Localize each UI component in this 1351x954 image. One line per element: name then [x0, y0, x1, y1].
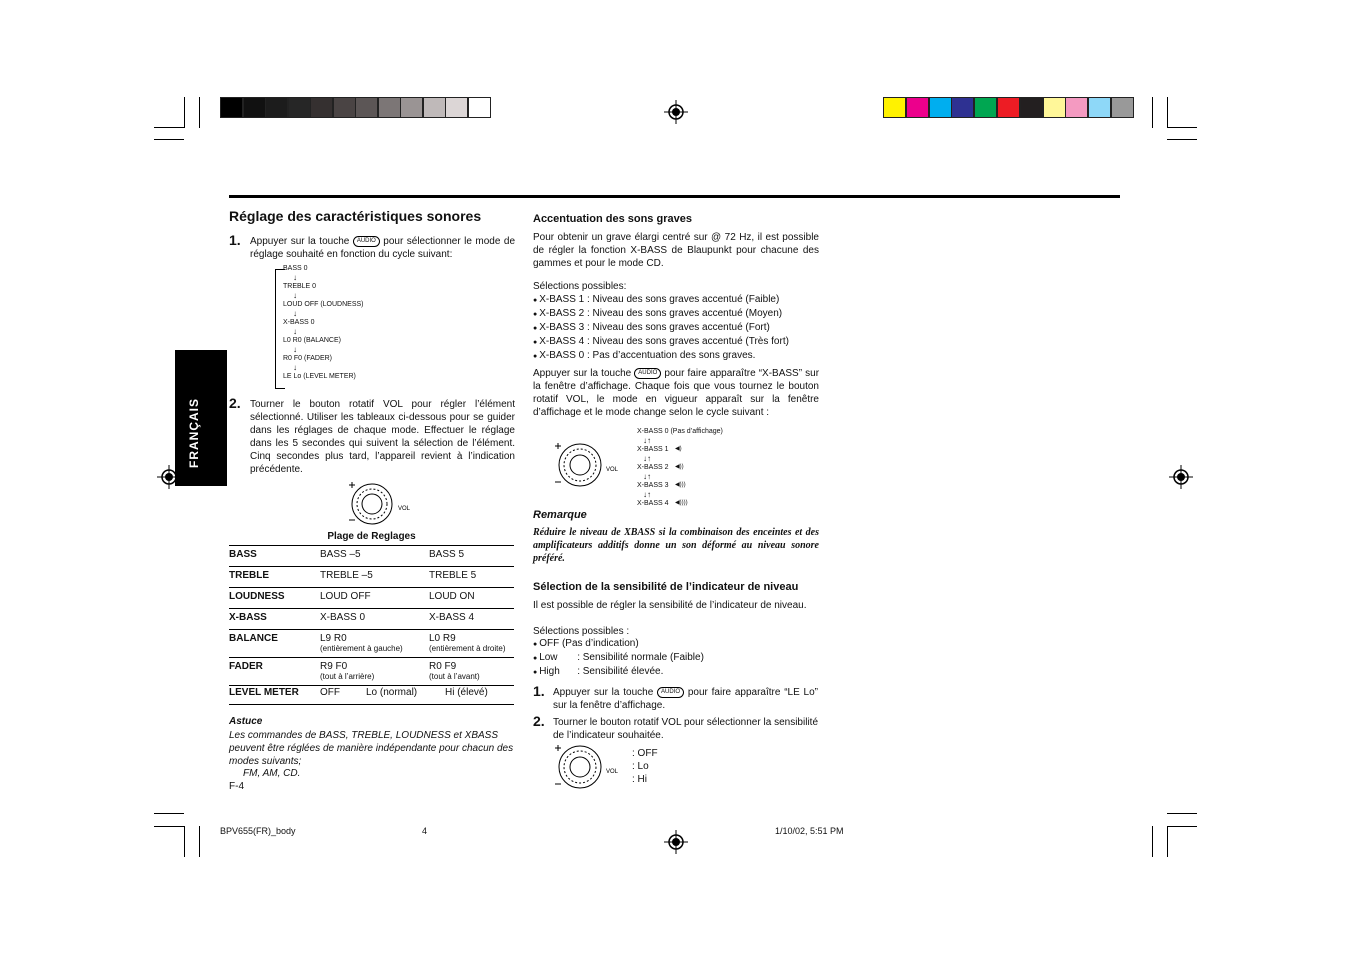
color-swatch [974, 97, 997, 118]
color-swatch [1043, 97, 1066, 118]
list-item [533, 665, 823, 679]
list-item-text: X-BASS 3 : Niveau des sons graves accentué (Fort) [539, 322, 770, 333]
level-step-1-text [553, 686, 818, 712]
speaker-icon: ◀))) [675, 482, 686, 488]
gray-swatch [400, 97, 423, 118]
arrow-down-icon: ↓ [293, 309, 297, 318]
level-options-list [533, 637, 823, 679]
table-row [229, 630, 514, 658]
row-min-value: TREBLE –5 [320, 570, 373, 581]
gray-swatch [310, 97, 333, 118]
table-row [229, 609, 514, 630]
crop-mark [1152, 826, 1153, 857]
crop-mark [154, 127, 184, 128]
crop-mark [1167, 139, 1197, 140]
row-max-value: R0 F9 [429, 661, 457, 672]
list-item-text: : Sensibilité normale (Faible) [577, 652, 704, 663]
registration-target-icon [664, 100, 688, 124]
list-item [533, 321, 823, 335]
row-min [320, 630, 429, 658]
footer-date: 1/10/02, 5:51 PM [775, 826, 844, 836]
bullet-icon: ● [533, 311, 540, 318]
xbass-intro: Pour obtenir un grave élargi centré sur @ 72 Hz, il est possible de régler la fonction X-BASS de Blaupunkt pour chacune des gammes et pour le mode CD. [533, 232, 819, 269]
cycle-item [283, 300, 364, 309]
row-min-note: (tout à l’arrière) [320, 672, 375, 681]
options-title: Sélections possibles : [533, 626, 630, 637]
list-item [533, 307, 823, 321]
remark-title: Remarque [533, 509, 587, 521]
list-item-text: : Sensibilité élevée. [577, 666, 664, 677]
list-item [533, 335, 823, 349]
cycle-item [637, 427, 723, 436]
crop-mark [154, 813, 184, 814]
row-label: LOUDNESS [229, 588, 320, 609]
audio-button-icon: AUDIO [634, 368, 661, 379]
table-bottom-rule [229, 704, 514, 705]
row-label: X-BASS [229, 609, 320, 630]
step-1-text [250, 235, 515, 261]
mode-cycle-diagram [283, 264, 364, 381]
vol-knob-icon [554, 440, 624, 490]
gray-swatch [378, 97, 401, 118]
speaker-icon: ◀)))) [675, 500, 688, 506]
table-row [229, 546, 514, 567]
level-value: : Hi [632, 774, 647, 785]
cycle-item-label: X-BASS 0 (Pas d’affichage) [637, 428, 723, 435]
list-item [533, 293, 823, 307]
bullet-icon: ● [533, 655, 540, 662]
row-min [320, 588, 429, 609]
crop-mark [1167, 813, 1197, 814]
row-min-value: X-BASS 0 [320, 612, 366, 623]
color-swatch [997, 97, 1020, 118]
cycle-item [637, 499, 723, 508]
arrow-up-down-icon: ↓↑ [643, 490, 651, 499]
color-swatch [1065, 97, 1088, 118]
row-label: TREBLE [229, 567, 320, 588]
row-label: FADER [229, 658, 320, 686]
arrow-up-down-icon: ↓↑ [643, 436, 651, 445]
list-item-key: OFF (Pas d’indication) [539, 638, 639, 649]
cycle-item [283, 318, 364, 327]
row-min [320, 609, 429, 630]
crop-mark [199, 97, 200, 128]
row-min-value: LOUD OFF [320, 591, 371, 602]
row-max-value: LOUD ON [429, 591, 475, 602]
gray-swatch [288, 97, 311, 118]
bullet-icon: ● [533, 339, 540, 346]
language-tab [175, 350, 227, 486]
cycle-item-label: LE Lo (LEVEL METER) [283, 373, 356, 380]
bullet-icon: ● [533, 297, 540, 304]
cycle-item-label: L0 R0 (BALANCE) [283, 337, 341, 344]
gray-swatch [355, 97, 378, 118]
table-row [229, 588, 514, 609]
row-max [429, 658, 514, 686]
cycle-item-label: R0 F0 (FADER) [283, 355, 333, 362]
crop-mark [154, 826, 184, 827]
page-number: F-4 [229, 781, 244, 792]
cycle-item-label: X-BASS 3 [637, 482, 669, 489]
row-max [429, 630, 514, 658]
level-step-1-after: pour faire apparaître “LE Lo” sur la fenêtre d’affichage. [553, 687, 819, 711]
section-title: Réglage des caractéristiques sonores [229, 208, 482, 224]
arrow-up-down-icon: ↓↑ [643, 472, 651, 481]
row-max [429, 588, 514, 609]
color-swatch [1088, 97, 1111, 118]
step-1-text-after: pour sélectionner le mode de réglage souhaité en fonction du cycle suivant: [250, 236, 516, 260]
vol-label: VOL [606, 769, 619, 775]
arrow-down-icon: ↓ [293, 291, 297, 300]
crop-mark [199, 826, 200, 857]
range-table [229, 546, 514, 686]
registration-target-icon [664, 830, 688, 854]
footer-file: BPV655(FR)_body [220, 826, 296, 836]
crop-mark [184, 826, 185, 857]
gray-swatch [243, 97, 266, 118]
cycle-item [283, 372, 364, 381]
level-meter-off: OFF [320, 687, 340, 698]
row-min-value: L9 R0 [320, 633, 347, 644]
table-title: Plage de Reglages [327, 531, 416, 542]
crop-mark [1167, 826, 1168, 857]
cycle-item [637, 481, 723, 490]
row-min [320, 567, 429, 588]
list-item-text: X-BASS 2 : Niveau des sons graves accentué (Moyen) [539, 308, 783, 319]
remark-text: Réduire le niveau de XBASS si la combinaison des enceintes et des amplificateurs additifs donne un son déformé au niveau sonore préféré. [533, 527, 819, 564]
row-max-value: L0 R9 [429, 633, 456, 644]
step-number: 1. [229, 232, 241, 248]
vol-label: VOL [398, 506, 411, 512]
row-min-value: BASS –5 [320, 549, 361, 560]
row-max-value: X-BASS 4 [429, 612, 475, 623]
list-item-key: Low [539, 652, 558, 663]
arrow-down-icon: ↓ [293, 363, 297, 372]
arrow-up-down-icon: ↓↑ [643, 454, 651, 463]
cycle-item [283, 282, 364, 291]
section-title: Sélection de la sensibilité de l’indicateur de niveau [533, 581, 799, 593]
cycle-item-label: LOUD OFF (LOUDNESS) [283, 301, 364, 308]
list-item-text: X-BASS 1 : Niveau des sons graves accentué (Faible) [539, 294, 780, 305]
level-values-list [632, 747, 658, 786]
row-min-value: R9 F0 [320, 661, 348, 672]
tip-modes: FM, AM, CD. [243, 768, 301, 779]
level-value: : OFF [632, 748, 658, 759]
gray-swatch [445, 97, 468, 118]
speaker-icon: ◀)) [675, 464, 684, 470]
audio-button-icon: AUDIO [657, 687, 684, 698]
xbass-instruction-after: pour faire apparaître “X-BASS” sur la fenêtre d’affichage. Chaque fois que vous tournez le bouton rotatif VOL, le mode en vigueur apparaît sur la fenêtre d’affichage et le mode change selon le cycle suivant : [533, 368, 820, 418]
arrow-down-icon: ↓ [293, 273, 297, 282]
level-meter-lo: Lo (normal) [366, 687, 418, 698]
xbass-instruction [533, 367, 819, 419]
xbass-instruction-before: Appuyer sur la touche [533, 368, 632, 379]
row-max-note: (entièrement à droite) [429, 644, 506, 653]
row-max [429, 609, 514, 630]
speaker-icon: ◀) [675, 446, 682, 452]
cycle-item [283, 336, 364, 345]
cycle-item [637, 463, 723, 472]
gray-swatch [468, 97, 491, 118]
list-item-key: High [539, 666, 560, 677]
vol-label: VOL [606, 467, 619, 473]
list-item-text: X-BASS 4 : Niveau des sons graves accentué (Très fort) [539, 336, 789, 347]
step-1-text-before: Appuyer sur la touche [250, 236, 350, 247]
row-min [320, 546, 429, 567]
cycle-item [283, 264, 364, 273]
arrow-down-icon: ↓ [293, 345, 297, 354]
crop-mark [1167, 826, 1197, 827]
level-meter-label: LEVEL METER [229, 687, 299, 698]
color-swatch [929, 97, 952, 118]
step-number: 2. [229, 395, 241, 411]
vol-knob-icon [346, 480, 416, 526]
row-min-note: (entièrement à gauche) [320, 644, 403, 653]
gray-swatch [333, 97, 356, 118]
row-max [429, 546, 514, 567]
color-swatch [906, 97, 929, 118]
row-min [320, 658, 429, 686]
bullet-icon: ● [533, 353, 540, 360]
header-rule [229, 195, 1120, 198]
level-value: : Lo [632, 761, 649, 772]
xbass-cycle-diagram [637, 427, 723, 508]
table-row [229, 658, 514, 686]
color-swatch [951, 97, 974, 118]
row-label: BASS [229, 546, 320, 567]
section-title: Accentuation des sons graves [533, 213, 692, 225]
list-item [533, 637, 823, 651]
tip-title: Astuce [229, 716, 263, 727]
color-swatch [1111, 97, 1134, 118]
bullet-icon: ● [533, 641, 540, 648]
cycle-item-label: X-BASS 0 [283, 319, 315, 326]
cycle-item-label: X-BASS 2 [637, 464, 669, 471]
language-tab-label: FRANÇAIS [187, 398, 201, 468]
row-max-value: TREBLE 5 [429, 570, 477, 581]
table-row [229, 567, 514, 588]
xbass-options-list [533, 293, 823, 363]
level-meter-hi: Hi (élevé) [445, 687, 488, 698]
color-swatch [883, 97, 906, 118]
cycle-item-label: TREBLE 0 [283, 283, 317, 290]
row-max [429, 567, 514, 588]
list-item [533, 349, 823, 363]
tip-text: Les commandes de BASS, TREBLE, LOUDNESS et XBASS peuvent être réglées de manière indépendante pour chacun des modes suivants; [229, 730, 514, 767]
crop-mark [154, 139, 184, 140]
crop-mark [1167, 127, 1197, 128]
level-step-2-text: Tourner le bouton rotatif VOL pour sélectionner la sensibilité de l’indicateur souhaitée. [553, 717, 818, 741]
audio-button-icon: AUDIO [353, 236, 380, 247]
options-title: Sélections possibles: [533, 281, 627, 292]
crop-mark [1167, 97, 1168, 128]
row-max-value: BASS 5 [429, 549, 465, 560]
bullet-icon: ● [533, 325, 540, 332]
crop-mark [1152, 97, 1153, 128]
cycle-item-label: X-BASS 1 [637, 446, 669, 453]
step-number: 1. [533, 683, 545, 699]
level-intro: Il est possible de régler la sensibilité de l’indicateur de niveau. [533, 600, 807, 611]
level-step-1-before: Appuyer sur la touche [553, 687, 654, 698]
cycle-item [637, 445, 723, 454]
color-swatch [1020, 97, 1043, 118]
vol-knob-icon [554, 742, 624, 792]
list-item-text: X-BASS 0 : Pas d’accentuation des sons graves. [539, 350, 756, 361]
arrow-down-icon: ↓ [293, 327, 297, 336]
bullet-icon: ● [533, 669, 540, 676]
row-label: BALANCE [229, 630, 320, 658]
gray-swatch [265, 97, 288, 118]
cycle-item-label: BASS 0 [283, 265, 308, 272]
crop-mark [184, 97, 185, 128]
cycle-item [283, 354, 364, 363]
gray-swatch [220, 97, 243, 118]
list-item [533, 651, 823, 665]
gray-swatch [423, 97, 446, 118]
registration-target-icon [1169, 465, 1193, 489]
step-number: 2. [533, 713, 545, 729]
footer-page: 4 [422, 826, 428, 836]
step-2-text: Tourner le bouton rotatif VOL pour régler l’élément sélectionné. Utiliser les tableaux ci-dessous pour se guider dans les réglages de chaque mode. Effectuer le réglage dans les 5 secondes qui suivent la sélection de l’élément. Cinq secondes plus tard, l’appareil revient à l’indication précédente. [250, 399, 515, 475]
cycle-item-label: X-BASS 4 [637, 500, 669, 507]
row-max-note: (tout à l’avant) [429, 672, 480, 681]
